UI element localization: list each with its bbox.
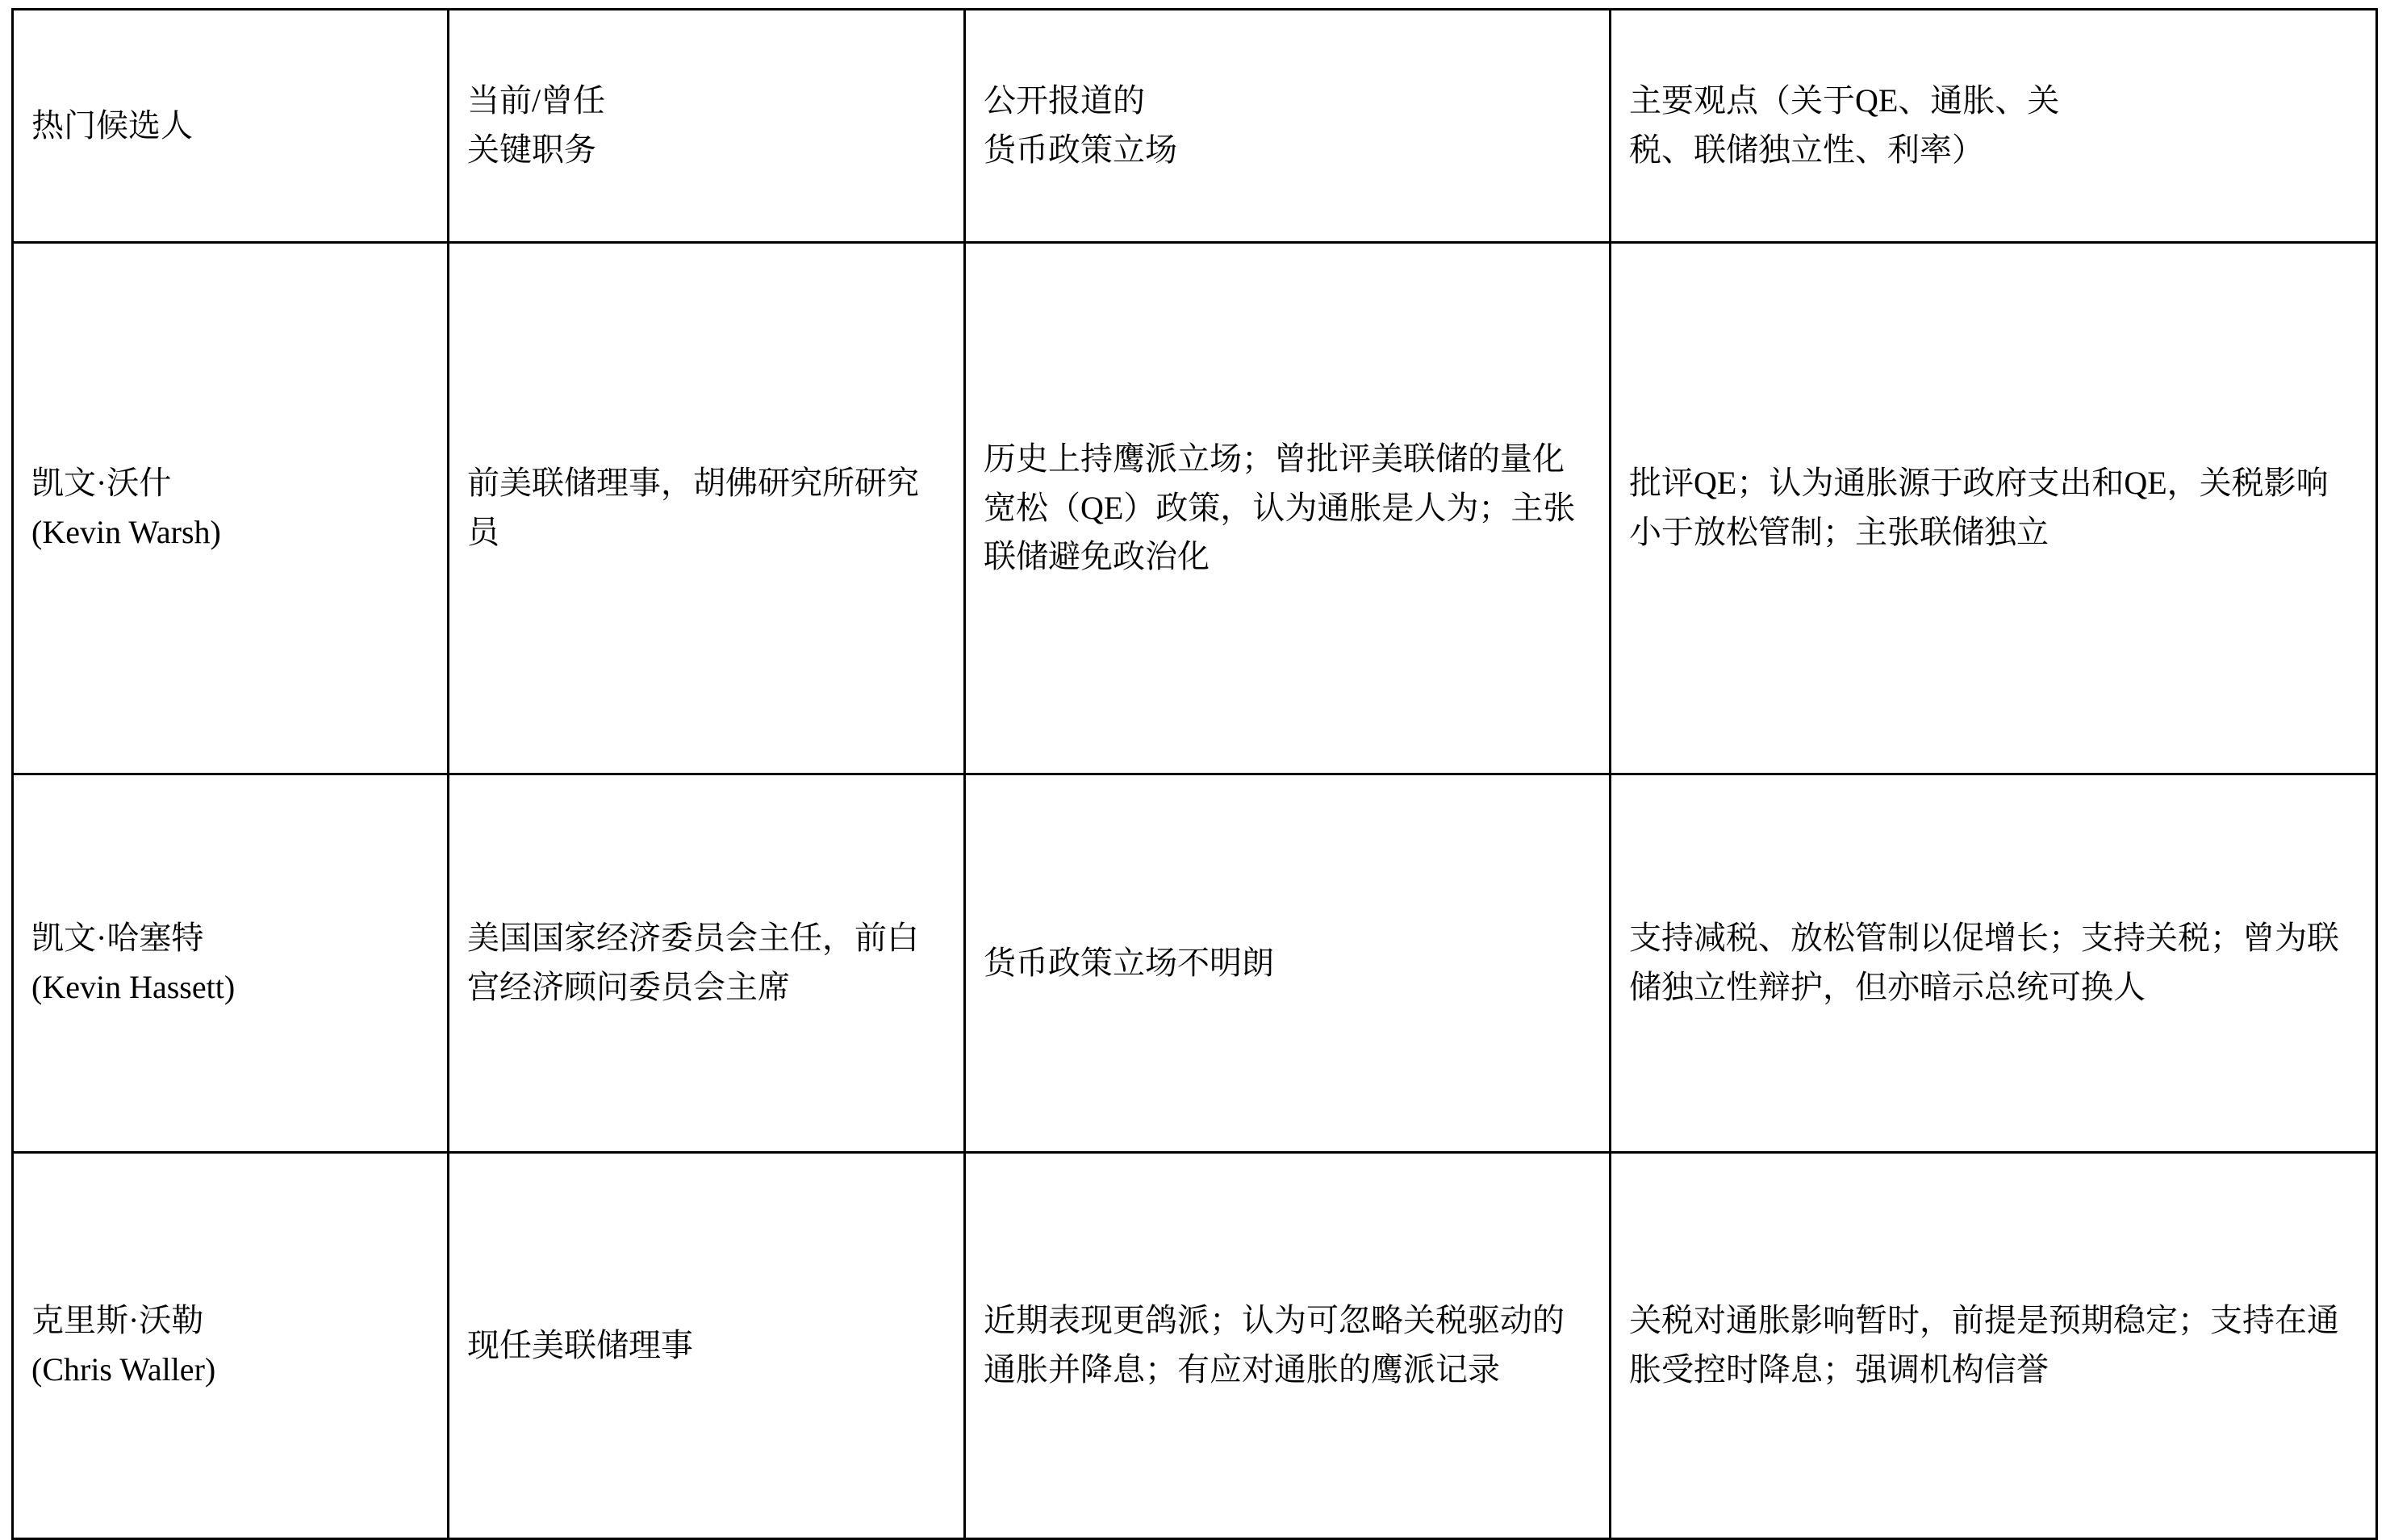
candidate-role-hassett: 美国国家经济委员会主任，前白宫经济顾问委员会主席 bbox=[449, 774, 965, 1153]
candidate-name-cn: 凯文·沃什 bbox=[31, 465, 172, 502]
column-header-role-line-2: 关键职务 bbox=[467, 131, 596, 168]
candidate-name-hassett bbox=[13, 774, 449, 1153]
candidate-name-en: (Kevin Warsh) bbox=[31, 514, 221, 550]
column-header-views-line-2: 税、联储独立性、利率） bbox=[1629, 131, 1984, 168]
candidate-stance-waller: 近期表现更鸽派；认为可忽略关税驱动的通胀并降息；有应对通胀的鹰派记录 bbox=[965, 1153, 1611, 1539]
candidate-name-warsh bbox=[13, 243, 449, 774]
candidate-role-warsh: 前美联储理事，胡佛研究所研究员 bbox=[449, 243, 965, 774]
column-header-stance bbox=[965, 10, 1611, 243]
candidate-views-warsh: 批评QE；认为通胀源于政府支出和QE，关税影响小于放松管制；主张联储独立 bbox=[1611, 243, 2377, 774]
candidate-stance-warsh: 历史上持鹰派立场；曾批评美联储的量化宽松（QE）政策，认为通胀是人为；主张联储避免政治化 bbox=[965, 243, 1611, 774]
candidates-table bbox=[11, 8, 2378, 1540]
candidate-name-en: (Chris Waller) bbox=[31, 1351, 216, 1388]
candidate-name-en: (Kevin Hassett) bbox=[31, 969, 236, 1005]
candidate-name-cn: 凯文·哈塞特 bbox=[31, 920, 204, 957]
candidate-name-cn: 克里斯·沃勒 bbox=[31, 1302, 204, 1339]
table-row bbox=[13, 774, 2377, 1153]
column-header-role bbox=[449, 10, 965, 243]
column-header-candidate bbox=[13, 10, 449, 243]
candidate-name-waller bbox=[13, 1153, 449, 1539]
column-header-stance-line-2: 货币政策立场 bbox=[984, 131, 1177, 168]
table-row bbox=[13, 243, 2377, 774]
column-header-views-line-1: 主要观点（关于QE、通胀、关 bbox=[1629, 82, 2060, 119]
column-header-views bbox=[1611, 10, 2377, 243]
candidate-role-waller: 现任美联储理事 bbox=[449, 1153, 965, 1539]
table-row bbox=[13, 1153, 2377, 1539]
column-header-role-line-1: 当前/曾任 bbox=[467, 82, 606, 119]
column-header-candidate-line-1: 热门候选人 bbox=[31, 106, 193, 144]
candidate-views-waller: 关税对通胀影响暂时，前提是预期稳定；支持在通胀受控时降息；强调机构信誉 bbox=[1611, 1153, 2377, 1539]
table-header-row bbox=[13, 10, 2377, 243]
candidate-views-hassett: 支持减税、放松管制以促增长；支持关税；曾为联储独立性辩护，但亦暗示总统可换人 bbox=[1611, 774, 2377, 1153]
candidate-stance-hassett: 货币政策立场不明朗 bbox=[965, 774, 1611, 1153]
column-header-stance-line-1: 公开报道的 bbox=[984, 82, 1145, 119]
